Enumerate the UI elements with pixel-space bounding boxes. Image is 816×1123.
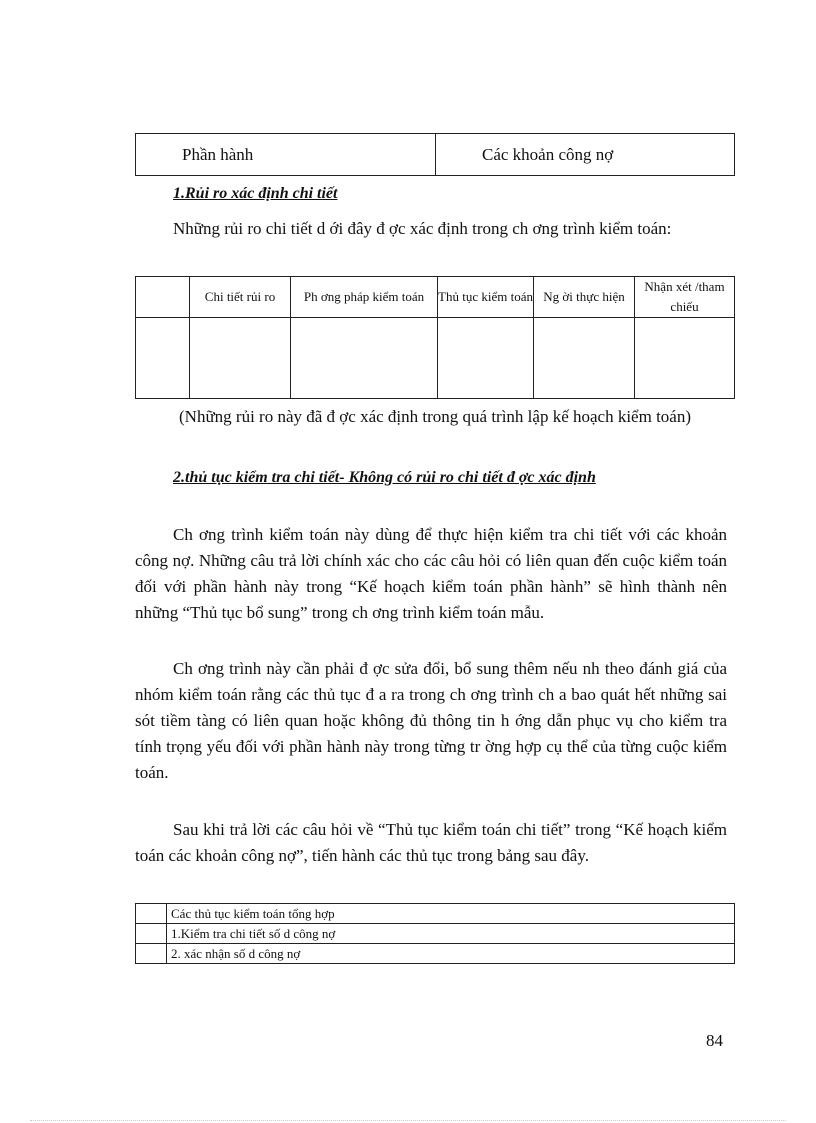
section1-intro: Những rủi ro chi tiết d ới đây đ ợc xác định trong ch ơng trình kiểm toán: xyxy=(173,219,672,238)
risk-col-method: Ph ơng pháp kiểm toán xyxy=(291,277,438,318)
risk-cell xyxy=(190,318,291,399)
procedure-item: 2. xác nhận số d công nợ xyxy=(167,944,735,964)
section2-paragraph-3: Sau khi trả lời các câu hỏi về “Thủ tục kiểm toán chi tiết” trong “Kế hoạch kiểm toán các khoản công nợ”, tiến hành các thủ tục trong bảng sau đây. xyxy=(135,820,727,865)
risk-cell xyxy=(136,318,190,399)
risk-col-risk: Chi tiết rủi ro xyxy=(190,277,291,318)
header-value: Các khoản công nợ xyxy=(436,134,735,176)
section2-paragraph-1: Ch ơng trình kiểm toán này dùng để thực hiện kiểm tra chi tiết với các khoản công nợ. Những câu trả lời chính xác cho các câu hỏi có liên quan đến cuộc kiểm toán đối với phần hành này trong “Kế hoạch kiểm toán phần hành” sẽ hình thành nên những “Thủ tục bổ sung” trong ch ơng trình kiểm toán mẫu. xyxy=(135,525,727,622)
procedure-item: Các thủ tục kiểm toán tổng hợp xyxy=(167,904,735,924)
page-number: 84 xyxy=(706,1031,723,1050)
header-label: Phần hành xyxy=(136,134,436,176)
procedure-blank-cell xyxy=(136,944,167,964)
table-row xyxy=(136,904,735,924)
table-row xyxy=(136,924,735,944)
section1-note: (Những rủi ro này đã đ ợc xác định trong quá trình lập kế hoạch kiểm toán) xyxy=(179,407,692,426)
risk-col-blank xyxy=(136,277,190,318)
risk-col-performer: Ng ời thực hiện xyxy=(534,277,635,318)
section2-heading: 2.thủ tục kiểm tra chi tiết- Không có rủi ro chi tiết đ ợc xác định xyxy=(173,469,596,486)
risk-col-procedure: Thủ tục kiểm toán xyxy=(438,277,534,318)
section1-heading: 1.Rủi ro xác định chi tiết xyxy=(173,185,338,202)
risk-cell xyxy=(635,318,735,399)
procedure-blank-cell xyxy=(136,904,167,924)
section2-paragraph-2: Ch ơng trình này cần phải đ ợc sửa đổi, bổ sung thêm nếu nh theo đánh giá của nhóm kiểm toán rằng các thủ tục đ a ra trong ch ơng trình ch a bao quát hết những sai sót tiềm tàng có liên quan hoặc không đủ thông tin h ớng dẫn phục vụ cho kiểm tra tính trọng yếu đối với phần hành này trong từng tr ờng hợp cụ thể của từng cuộc kiểm toán. xyxy=(135,659,727,782)
risk-col-comment: Nhận xét /tham chiếu xyxy=(635,277,735,318)
header-table xyxy=(135,133,735,176)
risk-table xyxy=(135,276,735,399)
risk-cell xyxy=(438,318,534,399)
table-row xyxy=(136,944,735,964)
risk-cell xyxy=(291,318,438,399)
procedure-blank-cell xyxy=(136,924,167,944)
procedure-table xyxy=(135,903,735,964)
risk-cell xyxy=(534,318,635,399)
footer-divider xyxy=(30,1120,786,1121)
procedure-item: 1.Kiểm tra chi tiết số d công nợ xyxy=(167,924,735,944)
